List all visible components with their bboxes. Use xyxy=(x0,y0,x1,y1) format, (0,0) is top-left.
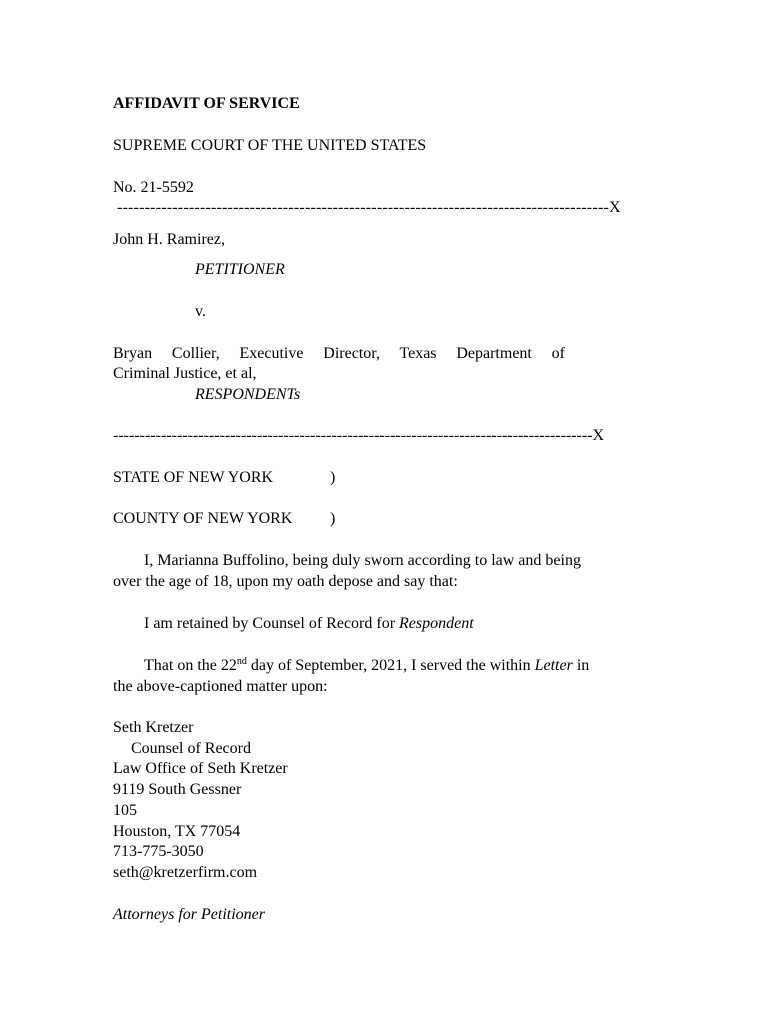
attorneys-for: Attorneys for Petitioner xyxy=(113,906,265,923)
recipient-title: Counsel of Record xyxy=(131,740,251,757)
respondent-role: RESPONDENTs xyxy=(195,386,301,403)
document-title: AFFIDAVIT OF SERVICE xyxy=(113,95,300,112)
recipient-name: Seth Kretzer xyxy=(113,719,194,736)
court-name: SUPREME COURT OF THE UNITED STATES xyxy=(113,137,427,154)
recipient-street: 9119 South Gessner xyxy=(113,781,242,798)
venue-state-label: STATE OF NEW YORK xyxy=(113,469,274,486)
respondent-line-2: Criminal Justice, et al, xyxy=(113,365,257,382)
served-part-2: day of September, 2021, I served the within xyxy=(246,657,535,674)
oath-line-2: over the age of 18, upon my oath depose and say that: xyxy=(113,573,458,590)
retained-statement xyxy=(144,614,474,634)
caption-separator-bottom: ------------------------------------------------------------------------------------------X xyxy=(113,427,605,444)
recipient-suite: 105 xyxy=(113,802,137,819)
served-statement-line-2: the above-captioned matter upon: xyxy=(113,678,328,695)
petitioner-role: PETITIONER xyxy=(195,261,285,278)
served-document: Letter xyxy=(534,657,573,674)
versus: v. xyxy=(195,303,206,320)
venue-county-label: COUNTY OF NEW YORK xyxy=(113,510,293,527)
served-part-1: That on the 22 xyxy=(144,657,237,674)
case-number: No. 21-5592 xyxy=(113,179,194,196)
petitioner-name: John H. Ramirez, xyxy=(113,231,225,248)
respondent-line-1: Bryan Collier, Executive Director, Texas Department of xyxy=(113,345,565,362)
recipient-city-state-zip: Houston, TX 77054 xyxy=(113,823,241,840)
caption-separator-top: -----------------------------------------------------------------------------------------X xyxy=(117,199,621,216)
oath-line-1: I, Marianna Buffolino, being duly sworn according to law and being xyxy=(144,552,581,569)
venue-state-paren: ) xyxy=(330,469,336,486)
served-ordinal-suffix: nd xyxy=(236,656,247,667)
retained-text: I am retained by Counsel of Record for xyxy=(144,615,396,632)
recipient-email: seth@kretzerfirm.com xyxy=(113,864,258,881)
recipient-firm: Law Office of Seth Kretzer xyxy=(113,760,288,777)
served-part-3: in xyxy=(572,657,590,674)
venue-county-paren: ) xyxy=(330,510,336,527)
served-statement-line-1 xyxy=(144,656,658,676)
venue-county xyxy=(113,509,292,529)
recipient-phone: 713-775-3050 xyxy=(113,843,204,860)
retained-party: Respondent xyxy=(399,615,474,632)
venue-state xyxy=(113,468,273,488)
